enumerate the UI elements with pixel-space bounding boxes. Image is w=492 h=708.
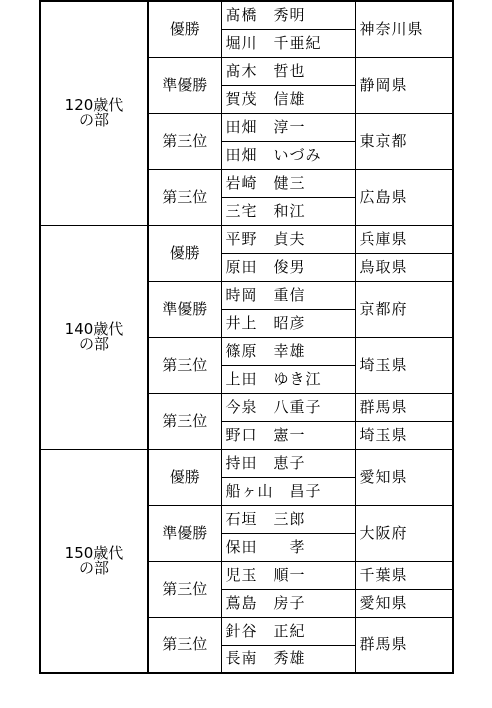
- division-label-line2: の部: [78, 111, 109, 130]
- division-label-line1: 150歳代: [64, 543, 124, 562]
- prefecture: 群馬県: [355, 617, 453, 673]
- prefecture: 大阪府: [355, 505, 453, 561]
- player-name: 田畑 淳一: [221, 113, 355, 141]
- prefecture: 埼玉県: [355, 421, 453, 449]
- prefecture: 愛知県: [355, 589, 453, 617]
- player-name: 時岡 重信: [221, 281, 355, 309]
- player-name: 堀川 千亜紀: [221, 29, 355, 57]
- results-table: [39, 0, 454, 674]
- place-label: 優勝: [148, 1, 221, 57]
- player-name: 今泉 八重子: [221, 393, 355, 421]
- prefecture: 静岡県: [355, 57, 453, 113]
- prefecture: 群馬県: [355, 393, 453, 421]
- prefecture: 神奈川県: [355, 1, 453, 57]
- place-label: 準優勝: [148, 57, 221, 113]
- table-row: [40, 449, 453, 477]
- place-label: 第三位: [148, 169, 221, 225]
- player-name: 野口 憲一: [221, 421, 355, 449]
- place-label: 準優勝: [148, 281, 221, 337]
- player-name: 持田 恵子: [221, 449, 355, 477]
- place-label: 準優勝: [148, 505, 221, 561]
- player-name: 保田 孝: [221, 533, 355, 561]
- place-label: 優勝: [148, 449, 221, 505]
- place-label: 第三位: [148, 113, 221, 169]
- division-label-line2: の部: [78, 558, 109, 577]
- player-name: 船ヶ山 昌子: [221, 477, 355, 505]
- player-name: 上田 ゆき江: [221, 365, 355, 393]
- division-label: [40, 1, 148, 225]
- prefecture: 東京都: [355, 113, 453, 169]
- player-name: 蔦島 房子: [221, 589, 355, 617]
- division-label-line1: 140歳代: [64, 320, 124, 338]
- prefecture: 千葉県: [355, 561, 453, 589]
- player-name: 髙橋 秀明: [221, 1, 355, 29]
- player-name: 石垣 三郎: [221, 505, 355, 533]
- player-name: 長南 秀雄: [221, 645, 355, 673]
- table-row: [40, 1, 453, 29]
- prefecture: 広島県: [355, 169, 453, 225]
- division-label: [40, 225, 148, 449]
- player-name: 平野 貞夫: [221, 225, 355, 253]
- player-name: 井上 昭彦: [221, 309, 355, 337]
- player-name: 岩崎 健三: [221, 169, 355, 197]
- prefecture: 愛知県: [355, 449, 453, 505]
- table-body: [40, 1, 453, 673]
- player-name: 篠原 幸雄: [221, 337, 355, 365]
- place-label: 第三位: [148, 337, 221, 393]
- place-label: 第三位: [148, 393, 221, 449]
- player-name: 児玉 順一: [221, 561, 355, 589]
- place-label: 優勝: [148, 225, 221, 281]
- player-name: 針谷 正紀: [221, 617, 355, 645]
- division-label-line2: の部: [78, 335, 109, 353]
- player-name: 賀茂 信雄: [221, 85, 355, 113]
- prefecture: 兵庫県: [355, 225, 453, 253]
- table-row: [40, 225, 453, 253]
- player-name: 三宅 和江: [221, 197, 355, 225]
- player-name: 原田 俊男: [221, 253, 355, 281]
- player-name: 田畑 いづみ: [221, 141, 355, 169]
- prefecture: 京都府: [355, 281, 453, 337]
- division-label: [40, 449, 148, 673]
- player-name: 髙木 哲也: [221, 57, 355, 85]
- prefecture: 鳥取県: [355, 253, 453, 281]
- prefecture: 埼玉県: [355, 337, 453, 393]
- division-label-line1: 120歳代: [64, 96, 124, 115]
- place-label: 第三位: [148, 561, 221, 617]
- place-label: 第三位: [148, 617, 221, 673]
